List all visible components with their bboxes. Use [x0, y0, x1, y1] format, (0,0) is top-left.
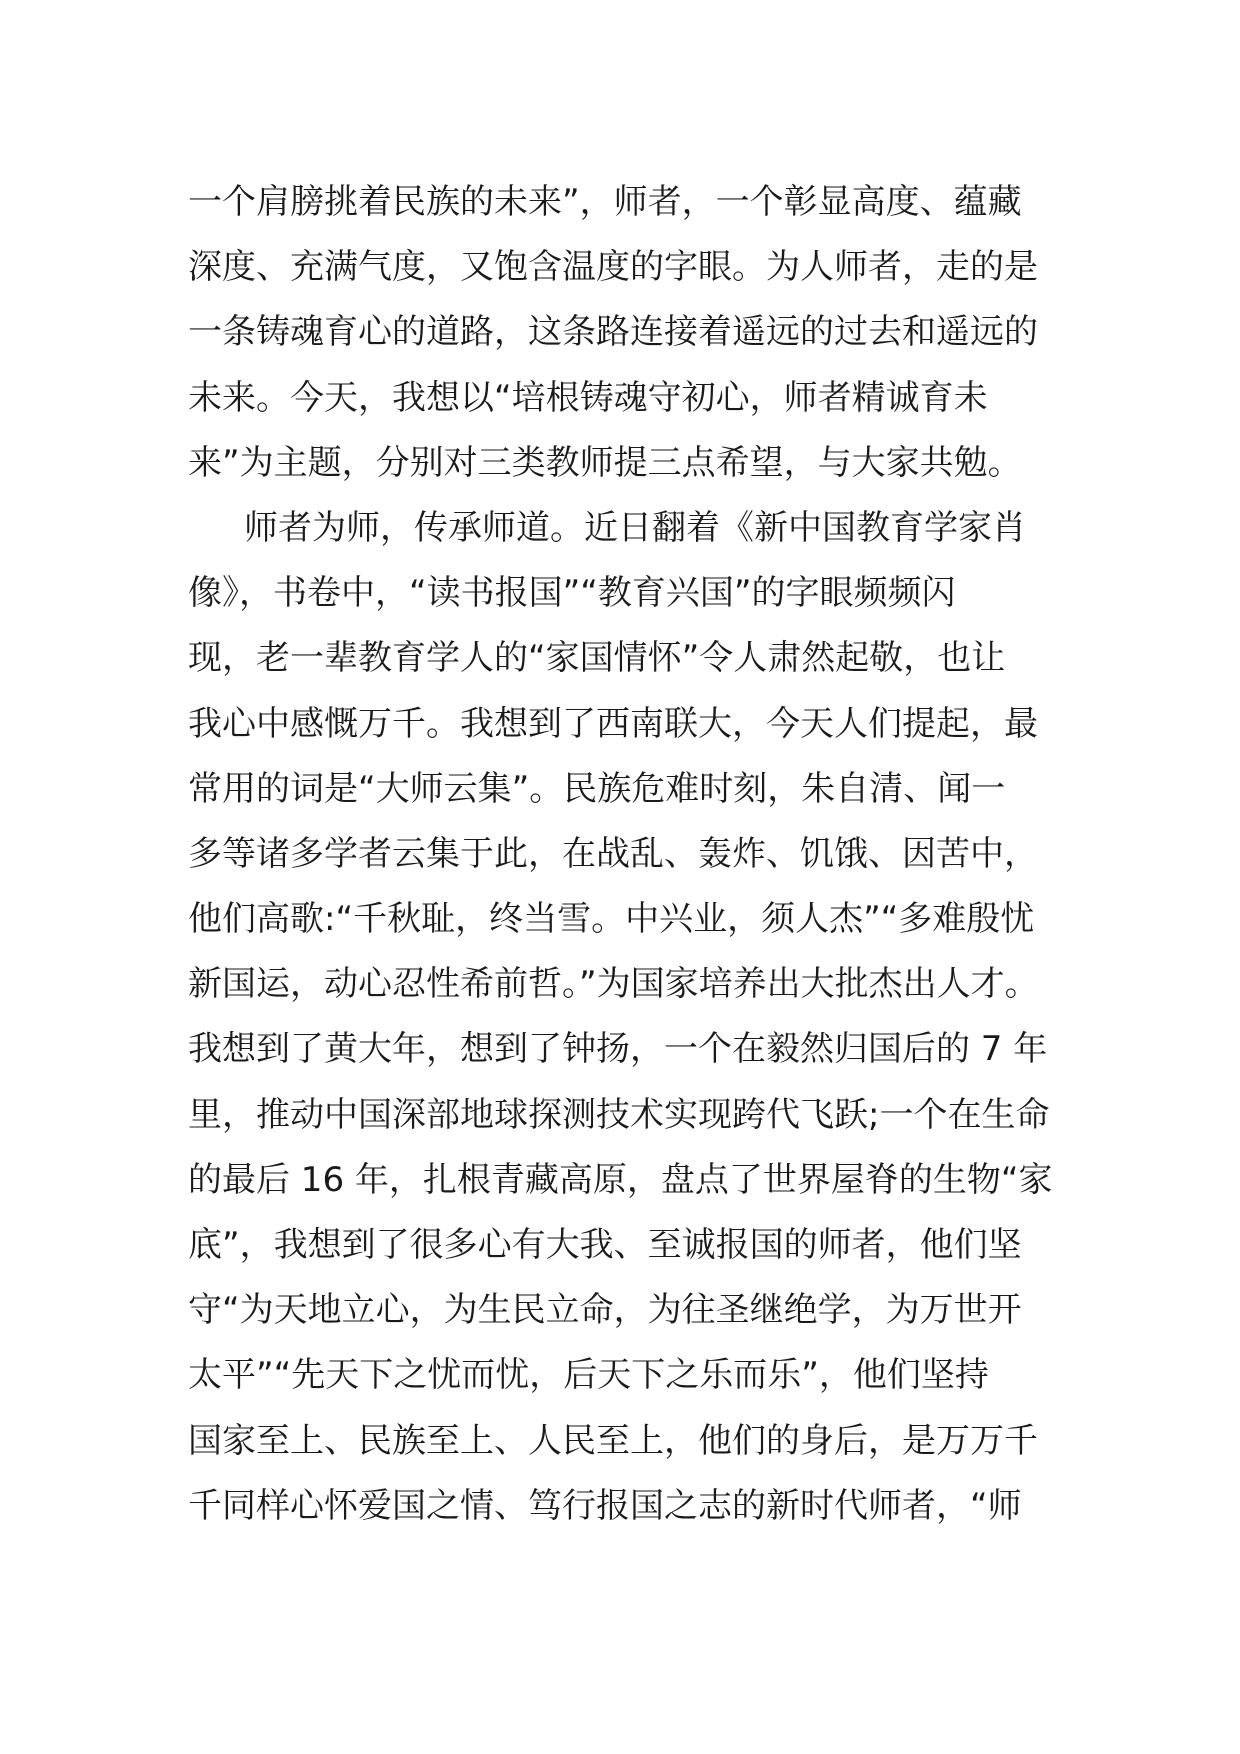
- text-line: 太平”“先天下之忧而忧，后天下之乐而乐”，他们坚持: [188, 1355, 989, 1396]
- text-line: 未来。今天，我想以“培根铸魂守初心，师者精诚育未: [188, 377, 988, 418]
- text-line: 守“为天地立心，为生民立命，为往圣继绝学，为万世开: [188, 1290, 1022, 1331]
- text-line: 一条铸魂育心的道路，这条路连接着遥远的过去和遥远的: [188, 312, 1038, 353]
- text-line: 新国运，动心忍性希前哲。”为国家培养出大批杰出人才。: [188, 964, 1039, 1005]
- text-line: 深度、充满气度，又饱含温度的字眼。为人师者，走的是: [188, 247, 1038, 288]
- text-line: 底”，我想到了很多心有大我、至诚报国的师者，他们坚: [188, 1225, 1022, 1265]
- text-line: 常用的词是“大师云集”。民族危难时刻，朱自清、闻一: [188, 768, 1006, 809]
- text-line: 我心中感慨万千。我想到了西南联大，今天人们提起，最: [188, 703, 1038, 744]
- text-line: 国家至上、民族至上、人民至上，他们的身后，是万万千: [188, 1420, 1038, 1461]
- text-line: 千同样心怀爱国之情、笃行报国之志的新时代师者，“师: [188, 1485, 1022, 1526]
- document-body: [188, 170, 1068, 1539]
- text-line: 我想到了黄大年，想到了钟扬，一个在毅然归国后的 7 年: [188, 1029, 1048, 1070]
- text-line: 多等诸多学者云集于此，在战乱、轰炸、饥饿、因苦中，: [188, 833, 1038, 874]
- text-line: 一个肩膀挑着民族的未来”，师者，一个彰显高度、蕴藏: [188, 182, 1022, 222]
- text-line: 现，老一辈教育学人的“家国情怀”令人肃然起敬，也让: [188, 638, 1006, 679]
- paragraph-first-line: 师者为师，传承师道。近日翻着《新中国教育学家肖: [244, 507, 1026, 548]
- text-line: 的最后 16 年，扎根青藏高原，盘点了世界屋脊的生物“家: [188, 1159, 1053, 1200]
- text-line: 来”为主题，分别对三类教师提三点希望，与大家共勉。: [188, 442, 1022, 483]
- text-line: 他们高歌:“千秋耻，终当雪。中兴业，须人杰”“多难殷忧: [188, 899, 1035, 940]
- text-line: 里，推动中国深部地球探测技术实现跨代飞跃;一个在生命: [188, 1094, 1050, 1135]
- text-line: 像》，书卷中，“读书报国”“教育兴国”的字眼频频闪: [188, 573, 956, 614]
